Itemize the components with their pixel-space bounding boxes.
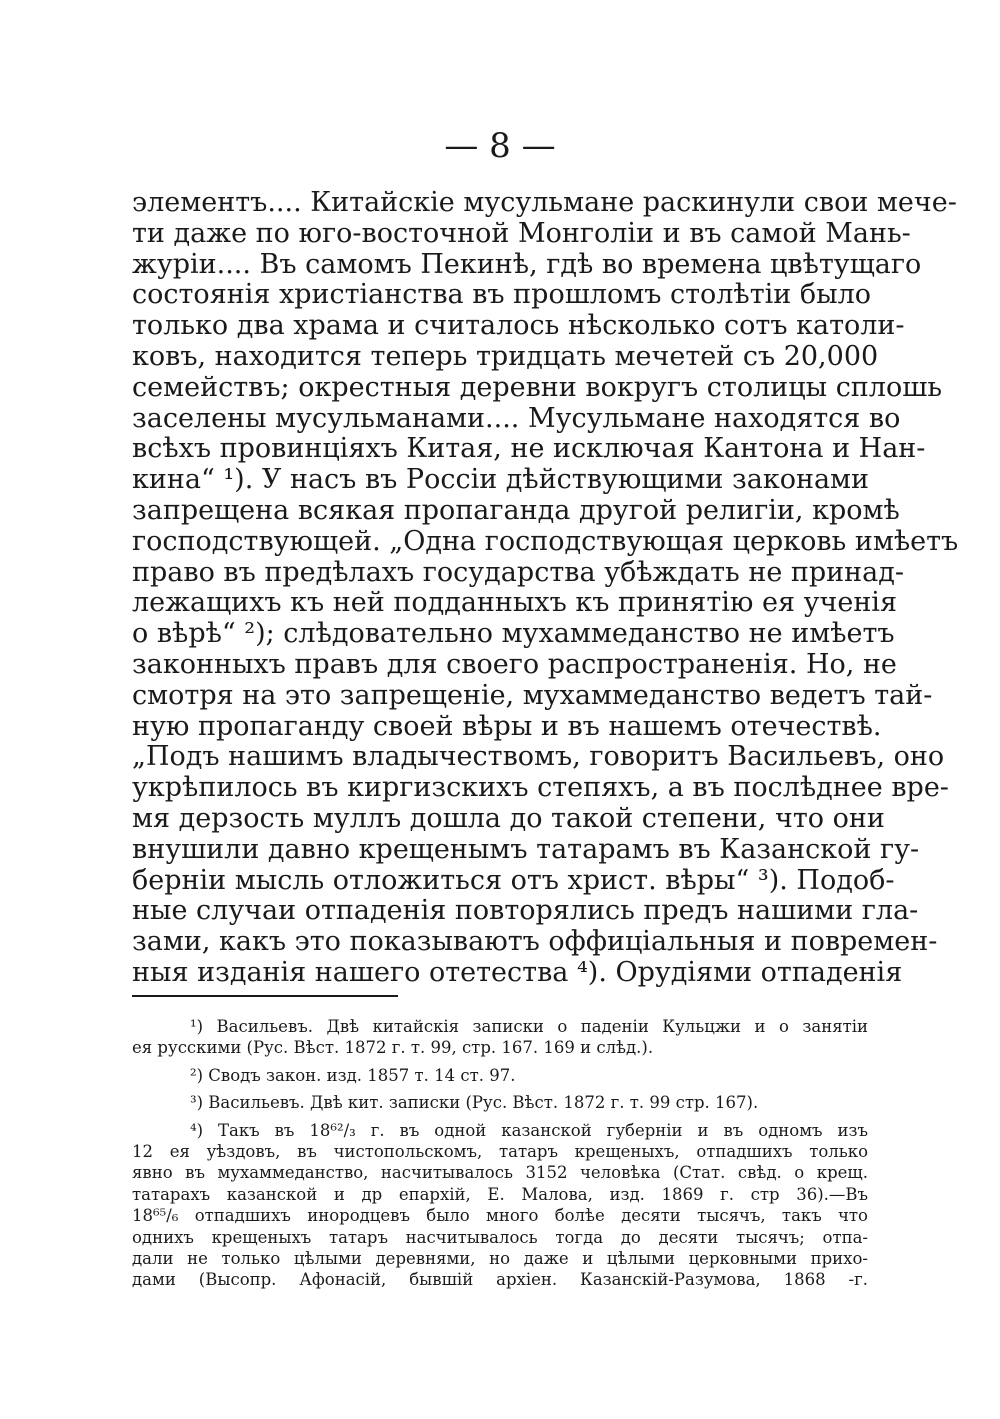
footnote-line: ¹) Васильевъ. Двѣ китайскія записки о паденіи Кульцжи и о занятіи [190,1017,868,1036]
text-line: семействъ; окрестныя деревни вокругъ столицы сплошь [132,371,943,403]
footnote-4 [132,1120,868,1291]
footnote-1 [132,1016,868,1059]
text-line: о вѣрѣ“ ²); слѣдовательно мухаммеданство не имѣетъ [132,618,895,650]
text-line: ную пропаганду своей вѣры и въ нашемъ отечествѣ. [132,710,882,742]
footnote-3 [132,1092,868,1113]
footnote-separator [132,995,398,997]
footnote-line: ея русскими (Рус. Вѣст. 1872 г. т. 99, стр. 167. 169 и слѣд.). [132,1038,654,1058]
text-line: заселены мусульманами.... Мусульмане находятся во [132,402,901,434]
text-line: смотря на это запрещеніе, мухаммеданство ведетъ тай- [132,679,933,711]
footnote-line: 18⁶⁵/₆ отпадшихъ инородцевъ было много болѣе десяти тысячъ, такъ что [132,1206,868,1226]
text-line: ные случаи отпаденія повторялись предъ нашими гла- [132,895,919,927]
footnote-line: дали не только цѣлыми деревнями, но даже и цѣлыми церковными прихо- [132,1248,868,1268]
footnote-line: явно въ мухаммеданство, насчитывалось 3152 человѣка (Стат. свѣд. о крещ. [132,1163,868,1183]
text-line: состоянія христіанства въ прошломъ столѣтіи было [132,279,872,311]
body-text [132,187,959,989]
text-line: укрѣпилось въ киргизскихъ степяхъ, а въ послѣднее вре- [132,772,949,804]
text-line: берніи мысль отложиться отъ христ. вѣры“ ³). Подоб- [132,864,895,896]
text-line: ныя изданія нашего отетества ⁴). Орудіями отпаденія [132,956,903,988]
text-line: законныхъ правъ для своего распространенія. Но, не [132,648,897,680]
text-line: внушили давно крещенымъ татарамъ въ Казанской гу- [132,833,920,865]
footnote-line: ³) Васильевъ. Двѣ кит. записки (Рус. Вѣст. 1872 г. т. 99 стр. 167). [190,1093,759,1113]
text-line: элементъ.... Китайскіе мусульмане раскинули свои мече- [132,187,957,218]
footnote-line: 12 ея уѣздовъ, въ чистопольскомъ, татаръ крещеныхъ, отпадшихъ только [132,1141,868,1161]
text-line: мя дерзость муллъ дошла до такой степени, что они [132,802,885,834]
footnote-line: дами (Высопр. Афонасій, бывшій архіен. Казанскій-Разумова, 1868 -г. [132,1270,868,1290]
text-line: только два храма и считалось нѣсколько сотъ католи- [132,310,905,342]
text-line: господствующей. „Одна господствующая церковь имѣетъ [132,525,959,557]
text-line: зами, какъ это показываютъ оффиціальныя и повремен- [132,926,938,958]
footnote-line: ²) Сводъ закон. изд. 1857 т. 14 ст. 97. [190,1065,516,1085]
text-line: ти даже по юго-восточной Монголіи и въ самой Мань- [132,217,911,249]
text-line: лежащихъ къ ней подданныхъ къ принятію ея ученія [132,587,897,619]
footnotes [132,1016,868,1291]
footnote-line: татарахъ казанской и др епархій, Е. Малова, изд. 1869 г. стр 36).—Въ [132,1184,868,1204]
text-line: „Подъ нашимъ владычествомъ, говоритъ Васильевъ, оно [132,741,945,773]
text-line: кина“ ¹). У насъ въ Россіи дѣйствующими законами [132,464,870,496]
footnote-line: однихъ крещеныхъ татаръ насчитывалось тогда до десяти тысячъ; отпа- [132,1227,868,1247]
text-line: запрещена всякая пропаганда другой религіи, кромѣ [132,494,900,526]
page-number: — 8 — [444,126,556,166]
text-line: журіи.... Въ самомъ Пекинѣ, гдѣ во времена цвѣтущаго [132,248,922,280]
text-line: ковъ, находится теперь тридцать мечетей съ 20,000 [132,340,879,372]
text-line: всѣхъ провинціяхъ Китая, не исключая Кантона и Нан- [132,433,926,465]
text-line: право въ предѣлахъ государства убѣждать не принад- [132,556,905,588]
footnote-2 [132,1065,868,1086]
footnote-line: ⁴) Такъ въ 18⁶²/₃ г. въ одной казанской губерніи и въ одномъ изъ [190,1120,868,1140]
